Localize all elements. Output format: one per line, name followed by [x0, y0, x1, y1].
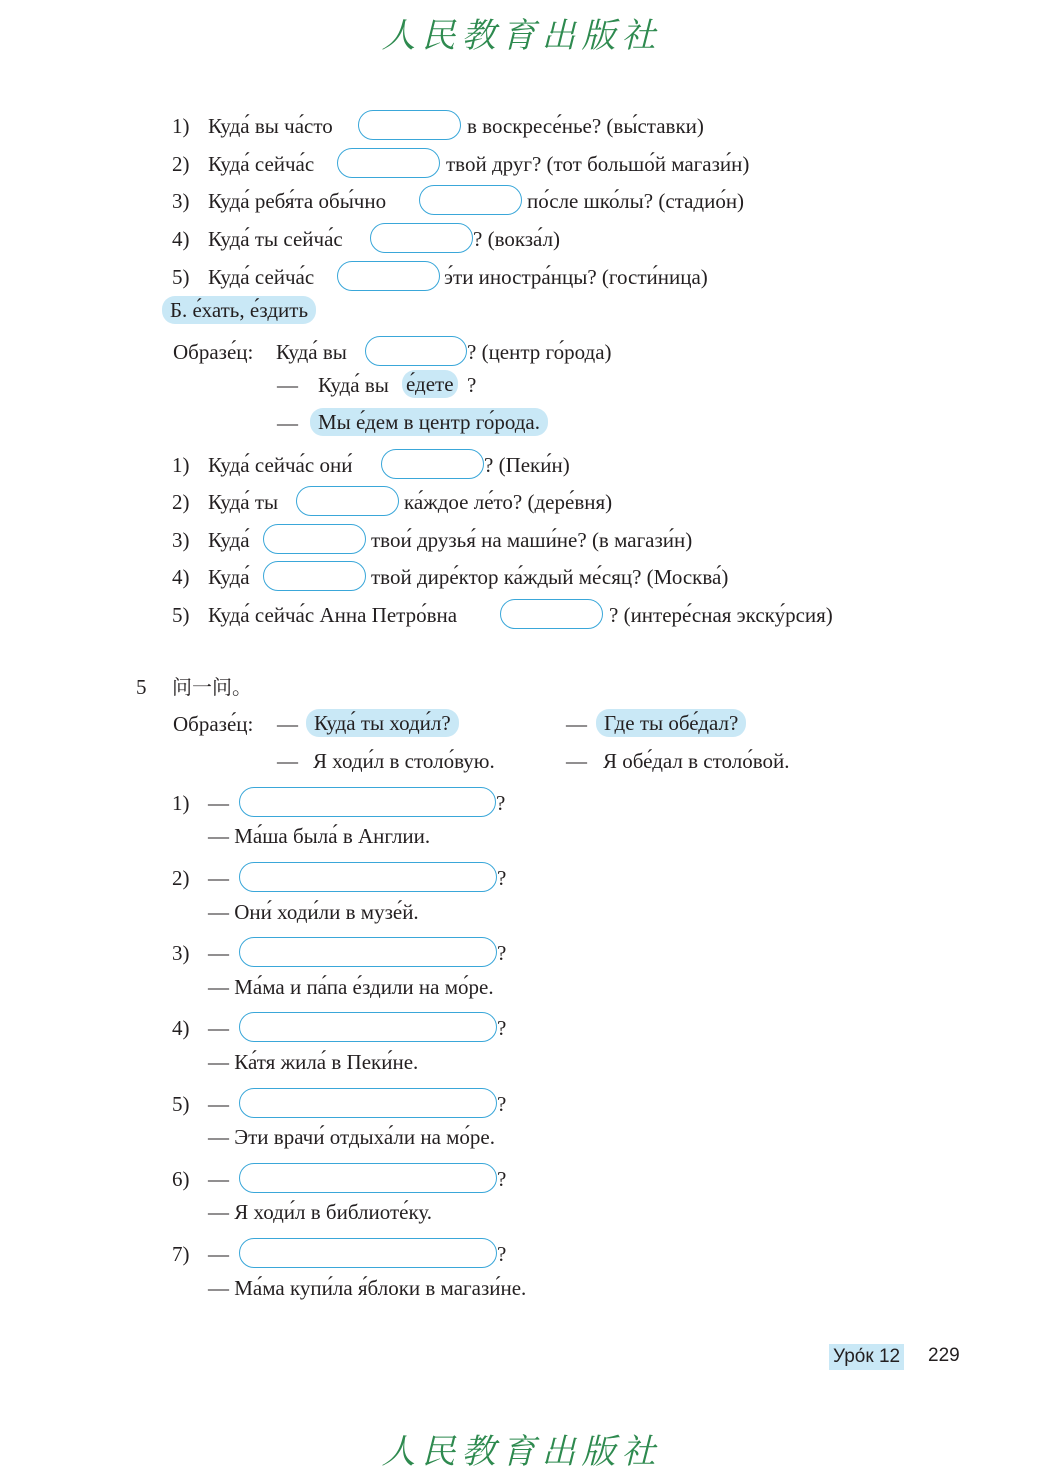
sample-answer-1: Я ходи́л в столо́вую. [313, 749, 495, 773]
item-number: 2) [172, 152, 190, 176]
item-text-after: ка́ждое ле́то? (дере́вня) [404, 490, 613, 514]
question-mark: ? [497, 1092, 507, 1116]
item-number: 3) [172, 528, 190, 552]
question-mark: ? [496, 791, 506, 815]
dash: — [566, 712, 587, 736]
dash: — [208, 1167, 229, 1191]
item-text-after: твой друг? (тот большо́й магази́н) [446, 152, 750, 176]
item-number: 4) [172, 565, 190, 589]
answer-text: — Я ходи́л в библиоте́ку. [208, 1200, 432, 1224]
dash: — [208, 866, 229, 890]
answer-blank[interactable] [296, 486, 399, 516]
item-text-after: э́ти иностра́нцы? (гости́ница) [444, 265, 708, 289]
question-mark: ? [497, 1167, 507, 1191]
exercise-number: 5 [136, 675, 147, 699]
item-text-before: Куда́ ты сейча́с [208, 227, 343, 251]
question-blank[interactable] [239, 1088, 497, 1118]
answer-blank[interactable] [500, 599, 603, 629]
sample-answer1-highlight: е́дете [402, 370, 458, 398]
answer-text: — Ма́ма и па́па е́здили на мо́ре. [208, 975, 494, 999]
item-text-after: твой дире́ктор ка́ждый ме́сяц? (Москва́) [371, 565, 729, 589]
question-blank[interactable] [239, 787, 496, 817]
item-text-before: Куда́ сейча́с [208, 152, 315, 176]
answer-blank[interactable] [263, 524, 366, 554]
dash: — [277, 373, 298, 397]
dash: — [566, 749, 587, 773]
publisher-logo-bottom: 人民教育出版社 [381, 1432, 662, 1472]
question-blank[interactable] [239, 1012, 497, 1042]
answer-text: — Ка́тя жила́ в Пеки́не. [208, 1050, 419, 1074]
answer-blank[interactable] [381, 449, 484, 479]
section-b-title: Б. е́хать, е́здить [162, 296, 316, 324]
answer-blank[interactable] [337, 148, 440, 178]
question-mark: ? [497, 1016, 507, 1040]
dash: — [208, 791, 229, 815]
item-text-before: Куда́ сейча́с они́ [208, 453, 353, 477]
dash: — [208, 941, 229, 965]
item-text-after: в воскресе́нье? (вы́ставки) [467, 114, 704, 138]
question-blank[interactable] [239, 937, 497, 967]
item-number: 5) [172, 265, 190, 289]
item-text-before: Куда́ ты [208, 490, 279, 514]
item-number: 3) [172, 941, 190, 965]
dash: — [208, 1016, 229, 1040]
answer-text: — Они́ ходи́ли в музе́й. [208, 900, 419, 924]
item-text-after: твои́ друзья́ на маши́не? (в магази́н) [371, 528, 693, 552]
answer-text: — Ма́ма купи́ла я́блоки в магази́не. [208, 1276, 527, 1300]
answer-blank[interactable] [358, 110, 461, 140]
lesson-label: Уро́к 12 [829, 1344, 904, 1370]
sample-question-1: Куда́ ты ходи́л? [306, 709, 459, 737]
sample-blank [365, 336, 467, 366]
item-number: 3) [172, 189, 190, 213]
exercise-title: 问一问。 [172, 675, 252, 699]
page-number: 229 [928, 1345, 960, 1366]
item-text-after: ? (вокза́л) [473, 227, 561, 251]
sample-answer1-prefix: Куда́ вы [318, 373, 389, 397]
sample-answer2: Мы е́дем в центр го́рода. [310, 408, 548, 436]
question-mark: ? [497, 1242, 507, 1266]
answer-blank[interactable] [263, 561, 366, 591]
item-number: 1) [172, 453, 190, 477]
answer-blank[interactable] [370, 223, 473, 253]
question-blank[interactable] [239, 1163, 497, 1193]
item-number: 2) [172, 866, 190, 890]
sample-text-after: ? (центр го́рода) [467, 340, 612, 364]
item-text-after: по́сле шко́лы? (стадио́н) [527, 189, 745, 213]
question-mark: ? [497, 866, 507, 890]
item-number: 6) [172, 1167, 190, 1191]
sample-answer1-suffix: ? [467, 373, 477, 397]
item-number: 5) [172, 1092, 190, 1116]
item-number: 1) [172, 791, 190, 815]
dash: — [208, 1092, 229, 1116]
dash: — [277, 749, 298, 773]
item-text-after: ? (Пеки́н) [484, 453, 570, 477]
item-text-after: ? (интере́сная экску́рсия) [609, 603, 833, 627]
item-text-before: Куда́ вы ча́сто [208, 114, 333, 138]
item-text-before: Куда́ сейча́с Анна Петро́вна [208, 603, 458, 627]
question-blank[interactable] [239, 1238, 497, 1268]
item-number: 2) [172, 490, 190, 514]
question-blank[interactable] [239, 862, 497, 892]
item-number: 4) [172, 1016, 190, 1040]
item-number: 5) [172, 603, 190, 627]
publisher-logo-top: 人民教育出版社 [381, 16, 662, 56]
sample-label: Образе́ц: [173, 340, 254, 364]
dash: — [277, 712, 298, 736]
item-number: 1) [172, 114, 190, 138]
sample-text-before: Куда́ вы [276, 340, 347, 364]
dash: — [277, 411, 298, 435]
item-text-before: Куда́ ребя́та обы́чно [208, 189, 387, 213]
sample-answer-2: Я обе́дал в столо́вой. [603, 749, 790, 773]
question-mark: ? [497, 941, 507, 965]
item-number: 7) [172, 1242, 190, 1266]
item-number: 4) [172, 227, 190, 251]
item-text-before: Куда́ [208, 528, 250, 552]
item-text-before: Куда́ [208, 565, 250, 589]
sample-question-2: Где ты обе́дал? [596, 709, 746, 737]
dash: — [208, 1242, 229, 1266]
answer-blank[interactable] [419, 185, 522, 215]
answer-text: — Эти врачи́ отдыха́ли на мо́ре. [208, 1125, 496, 1149]
item-text-before: Куда́ сейча́с [208, 265, 315, 289]
sample-label: Образе́ц: [173, 712, 254, 736]
answer-text: — Ма́ша была́ в Англии. [208, 824, 431, 848]
answer-blank[interactable] [337, 261, 440, 291]
